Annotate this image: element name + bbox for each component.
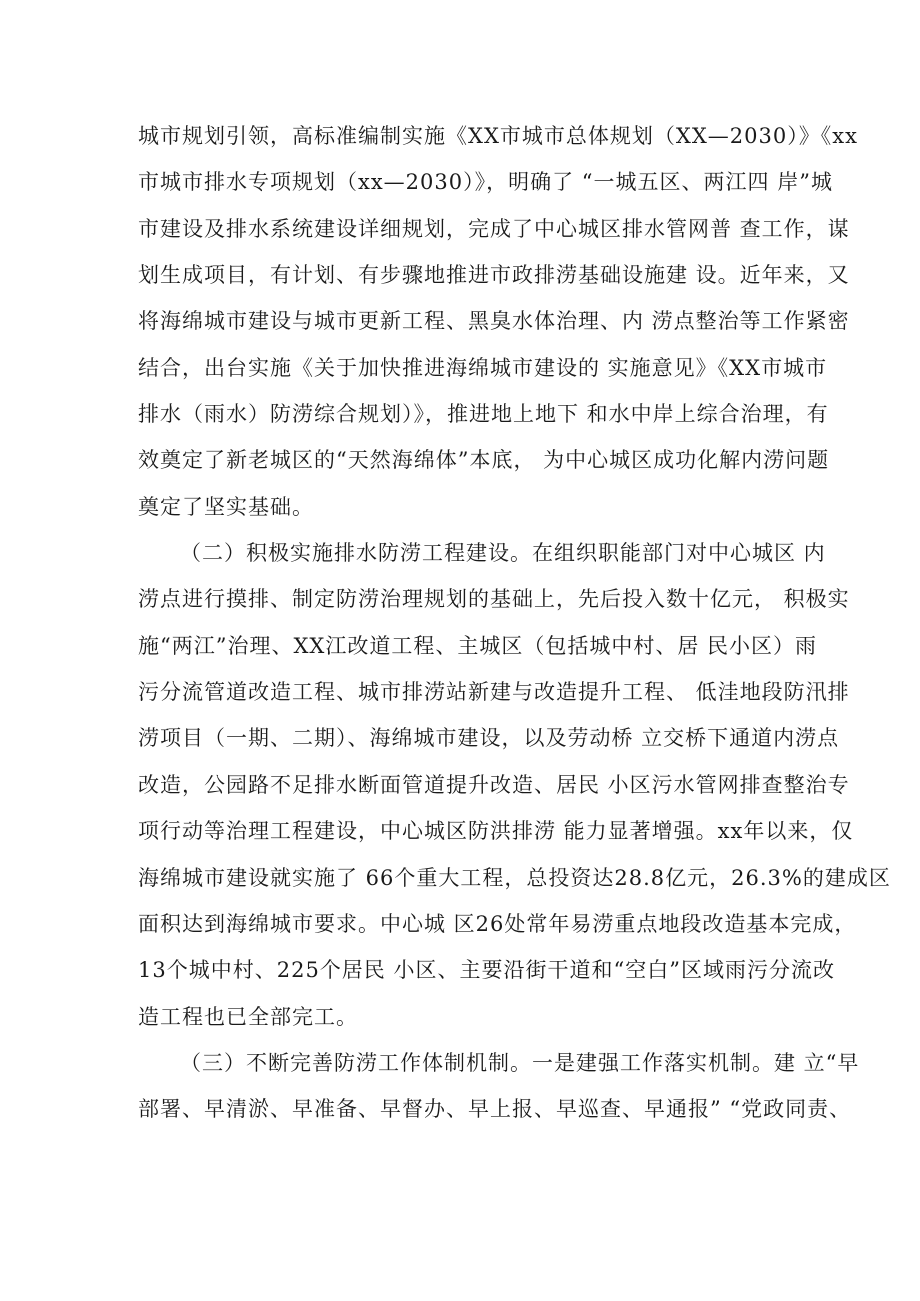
text-line: 城市规划引领，高标准编制实施《XX市城市总体规划（XX—2030）》《xx <box>138 124 858 148</box>
text-line: 涝项目（一期、二期）、海绵城市建设，以及劳动桥 立交桥下通道内涝点 <box>138 726 840 751</box>
text-line: 涝点进行摸排、制定防涝治理规划的基础上，先后投入数十亿元， 积极实 <box>138 587 850 612</box>
text-line: 项行动等治理工程建设，中心城区防洪排涝 能力显著增强。xx年以来，仅 <box>138 819 854 844</box>
text-line: 污分流管道改造工程、城市排涝站新建与改造提升工程、 低洼地段防汛排 <box>138 680 850 705</box>
text-line: 改造，公园路不足排水断面管道提升改造、居民 小区污水管网排查整治专 <box>138 772 850 797</box>
text-line: 部署、早清淤、早准备、早督办、早上报、早巡查、早通报” “党政同责、 <box>138 1097 852 1122</box>
text-line: 将海绵城市建设与城市更新工程、黑臭水体治理、内 涝点整治等工作紧密 <box>138 309 850 334</box>
text-line: 奠定了坚实基础。 <box>138 494 314 519</box>
text-line: 13个城中村、225个居民 小区、主要沿街干道和“空白”区域雨污分流改 <box>138 958 835 983</box>
text-line: 施“两江”治理、XX江改道工程、主城区（包括城中村、居 民小区）雨 <box>138 633 818 658</box>
text-line: 结合，出台实施《关于加快推进海绵城市建设的 实施意见》《XX市城市 <box>138 355 828 380</box>
text-line: 海绵城市建设就实施了 66个重大工程，总投资达28.8亿元，26.3%的建成区 <box>138 865 891 890</box>
text-line: 市建设及排水系统建设详细规划，完成了中心城区排水管网普 查工作，谋 <box>138 216 850 241</box>
text-line: 效奠定了新老城区的“天然海绵体”本底， 为中心城区成功化解内涝问题 <box>138 448 830 473</box>
text-line: 造工程也已全部完工。 <box>138 1004 358 1029</box>
body-text <box>138 113 891 1133</box>
section-heading-line: （二）积极实施排水防涝工程建设。在组织职能部门对中心城区 内 <box>180 541 826 566</box>
section-heading-line: （三）不断完善防涝工作体制机制。一是建强工作落实机制。建 立“早 <box>180 1050 860 1075</box>
text-line: 市城市排水专项规划（xx—2030）》，明确了 “一城五区、两江四 岸”城 <box>138 170 833 195</box>
text-line: 划生成项目，有计划、有步骤地推进市政排涝基础设施建 设。近年来，又 <box>138 263 850 288</box>
text-line: 排水（雨水）防涝综合规划）》，推进地上地下 和水中岸上综合治理，有 <box>138 402 829 427</box>
text-line: 面积达到海绵城市要求。中心城 区26处常年易涝重点地段改造基本完成， <box>138 911 857 936</box>
